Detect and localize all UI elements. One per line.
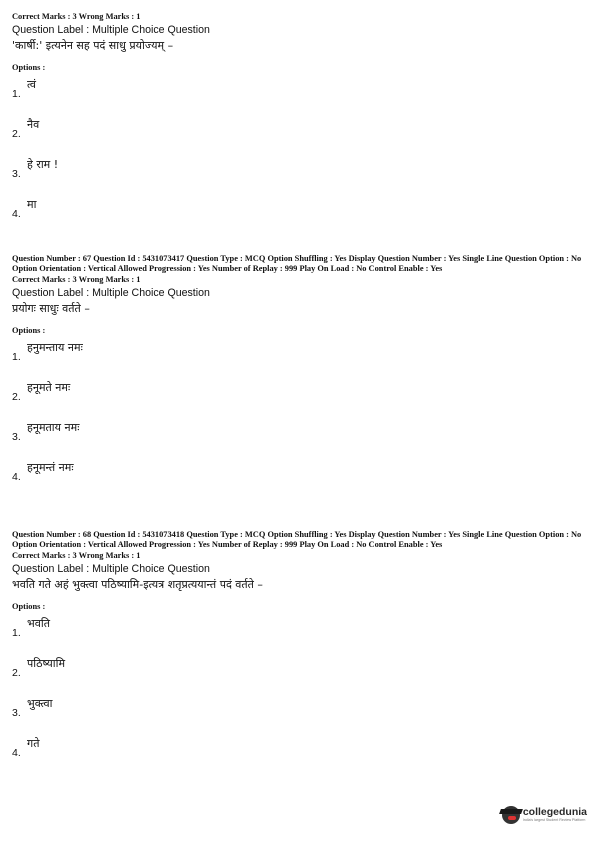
marks-info: Correct Marks : 3 Wrong Marks : 1 — [12, 12, 141, 21]
question-text: प्रयोगः साधुः वर्तते – — [12, 302, 90, 316]
option-number: 2. — [12, 667, 21, 680]
question-66 — [12, 12, 584, 233]
option-4 — [12, 193, 584, 233]
option-text: नैव — [27, 118, 40, 131]
option-text: हनूमन्तं नमः — [27, 461, 74, 475]
option-2 — [12, 652, 584, 692]
logo-name: collegedunia — [522, 806, 587, 818]
option-number: 3. — [12, 431, 21, 444]
option-number: 3. — [12, 707, 21, 720]
question-67 — [12, 254, 584, 496]
option-2 — [12, 113, 584, 153]
option-4 — [12, 456, 584, 496]
options-heading: Options : — [12, 602, 46, 612]
option-number: 1. — [12, 88, 21, 100]
option-1 — [12, 73, 584, 113]
graduation-cap-icon — [502, 806, 520, 824]
question-meta: Question Number : 67 Question Id : 5431073417 Question Type : MCQ Option Shuffling : Yes Display Question Number : Yes Single Line Question Option : No Option Orientation : Vertical Allowed Progression : Yes Number of Replay : 999 Play On Load : No Control Enable : Yes — [12, 254, 582, 273]
question-68 — [12, 530, 584, 772]
option-number: 4. — [12, 208, 21, 220]
option-1 — [12, 336, 584, 376]
option-number: 1. — [12, 351, 21, 364]
option-text: पठिष्यामि — [27, 657, 66, 671]
option-1 — [12, 612, 584, 652]
option-3 — [12, 153, 584, 193]
option-text: हनूमते नमः — [27, 381, 71, 395]
option-text: हे राम ! — [27, 158, 59, 171]
option-number: 4. — [12, 747, 21, 760]
marks-info: Correct Marks : 3 Wrong Marks : 1 — [12, 275, 141, 285]
option-3 — [12, 416, 584, 456]
question-label: Question Label : Multiple Choice Question — [12, 563, 210, 576]
question-meta: Question Number : 68 Question Id : 5431073418 Question Type : MCQ Option Shuffling : Yes Display Question Number : Yes Single Line Question Option : No Option Orientation : Vertical Allowed Progression : Yes Number of Replay : 999 Play On Load : No Control Enable : Yes — [12, 530, 582, 549]
option-number: 2. — [12, 128, 21, 140]
options-heading: Options : — [12, 326, 46, 336]
option-text: मा — [27, 198, 37, 211]
option-3 — [12, 692, 584, 732]
option-4 — [12, 732, 584, 772]
logo-tagline: India's largest Student Review Platform — [522, 818, 586, 822]
question-text: 'कार्षी:' इत्यनेन सह पदं साधु प्रयोज्यम् – — [12, 39, 174, 52]
collegedunia-logo — [502, 806, 587, 824]
marks-info: Correct Marks : 3 Wrong Marks : 1 — [12, 551, 141, 561]
option-number: 4. — [12, 471, 21, 484]
option-2 — [12, 376, 584, 416]
option-number: 2. — [12, 391, 21, 404]
option-text: भवति — [27, 617, 50, 631]
option-text: गते — [27, 737, 40, 751]
option-number: 3. — [12, 168, 21, 180]
option-text: हनूमताय नमः — [27, 421, 80, 435]
question-label: Question Label : Multiple Choice Question — [12, 287, 210, 300]
option-text: हनुमन्ताय नमः — [27, 341, 83, 355]
options-heading: Options : — [12, 63, 46, 72]
option-text: त्वं — [27, 78, 37, 91]
question-text: भवति गते अहं भुक्त्वा पठिष्यामि-इत्यत्र शतृप्रत्ययान्तं पदं वर्तते – — [12, 578, 263, 592]
option-number: 1. — [12, 627, 21, 640]
option-text: भुक्त्वा — [27, 697, 53, 711]
question-label: Question Label : Multiple Choice Question — [12, 24, 210, 36]
